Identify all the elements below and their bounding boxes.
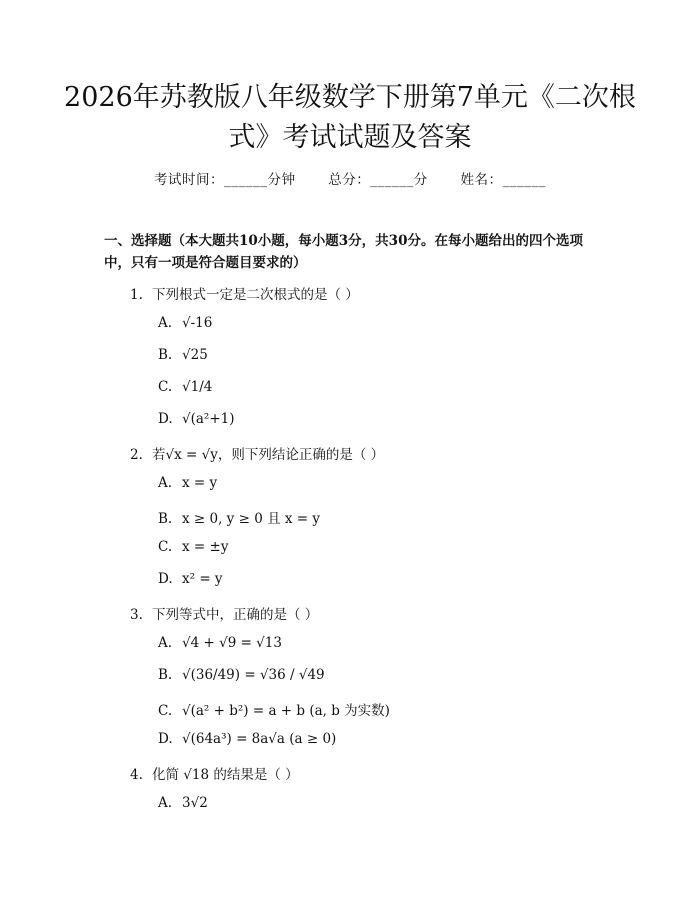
option-text: x² = y xyxy=(182,571,223,587)
question-text: 化简 √18 的结果是（ ） xyxy=(152,767,299,783)
option-text: 3√2 xyxy=(182,795,208,811)
option-text: √25 xyxy=(182,347,208,363)
option-1b xyxy=(158,347,208,363)
option-1c xyxy=(158,379,212,395)
option-text: √(a² + b²) = a + b (a, b 为实数) xyxy=(182,703,390,719)
option-2d xyxy=(158,571,223,587)
option-label: A. xyxy=(158,795,173,811)
option-3d xyxy=(158,731,336,747)
question-text: 若√x = √y，则下列结论正确的是（ ） xyxy=(152,447,385,463)
option-text: x = y xyxy=(182,475,218,491)
option-2b xyxy=(158,507,320,527)
question-4 xyxy=(130,763,299,783)
exam-info-line xyxy=(0,168,700,188)
total-score-field: 总分：______分 xyxy=(328,172,428,188)
page-title: 2026年苏教版八年级数学下册第7单元《二次根式》考试试题及答案 xyxy=(64,82,636,153)
exam-time-field: 考试时间：______分钟 xyxy=(153,172,296,188)
section-heading: 一、选择题（本大题共10小题，每小题3分，共30分。在每小题给出的四个选项中，只有一项是符合题目要求的） xyxy=(104,233,583,271)
question-number: 2. xyxy=(130,447,143,463)
question-number: 1. xyxy=(130,287,143,303)
option-label: B. xyxy=(158,667,173,683)
option-label: A. xyxy=(158,475,173,491)
question-number: 4. xyxy=(130,767,143,783)
option-1d xyxy=(158,411,235,427)
option-label: D. xyxy=(158,571,173,587)
option-text: √-16 xyxy=(182,315,213,331)
option-label: B. xyxy=(158,511,173,527)
option-text: √(36/49) = √36 / √49 xyxy=(182,667,325,683)
option-1a xyxy=(158,315,212,331)
option-label: B. xyxy=(158,347,173,363)
option-text: √1/4 xyxy=(182,379,213,395)
option-label: A. xyxy=(158,635,173,651)
question-3 xyxy=(130,603,318,623)
option-3c xyxy=(158,699,390,719)
option-label: C. xyxy=(158,539,173,555)
option-3a xyxy=(158,635,282,651)
option-label: D. xyxy=(158,411,173,427)
question-2 xyxy=(130,443,384,463)
question-1 xyxy=(130,283,359,303)
option-2a xyxy=(158,475,217,491)
option-3b xyxy=(158,667,325,683)
option-2c xyxy=(158,539,228,555)
option-label: C. xyxy=(158,703,173,719)
student-name-field: 姓名：______ xyxy=(460,172,547,188)
option-label: D. xyxy=(158,731,173,747)
question-text: 下列根式一定是二次根式的是（ ） xyxy=(152,287,359,303)
option-4a xyxy=(158,795,208,811)
question-text: 下列等式中，正确的是（ ） xyxy=(152,607,319,623)
option-text: √(64a³) = 8a√a (a ≥ 0) xyxy=(182,731,337,747)
question-number: 3. xyxy=(130,607,143,623)
option-label: A. xyxy=(158,315,173,331)
option-label: C. xyxy=(158,379,173,395)
option-text: √4 + √9 = √13 xyxy=(182,635,282,651)
option-text: x = ±y xyxy=(182,539,229,555)
option-text: x ≥ 0, y ≥ 0 且 x = y xyxy=(182,511,321,527)
option-text: √(a²+1) xyxy=(182,411,235,427)
